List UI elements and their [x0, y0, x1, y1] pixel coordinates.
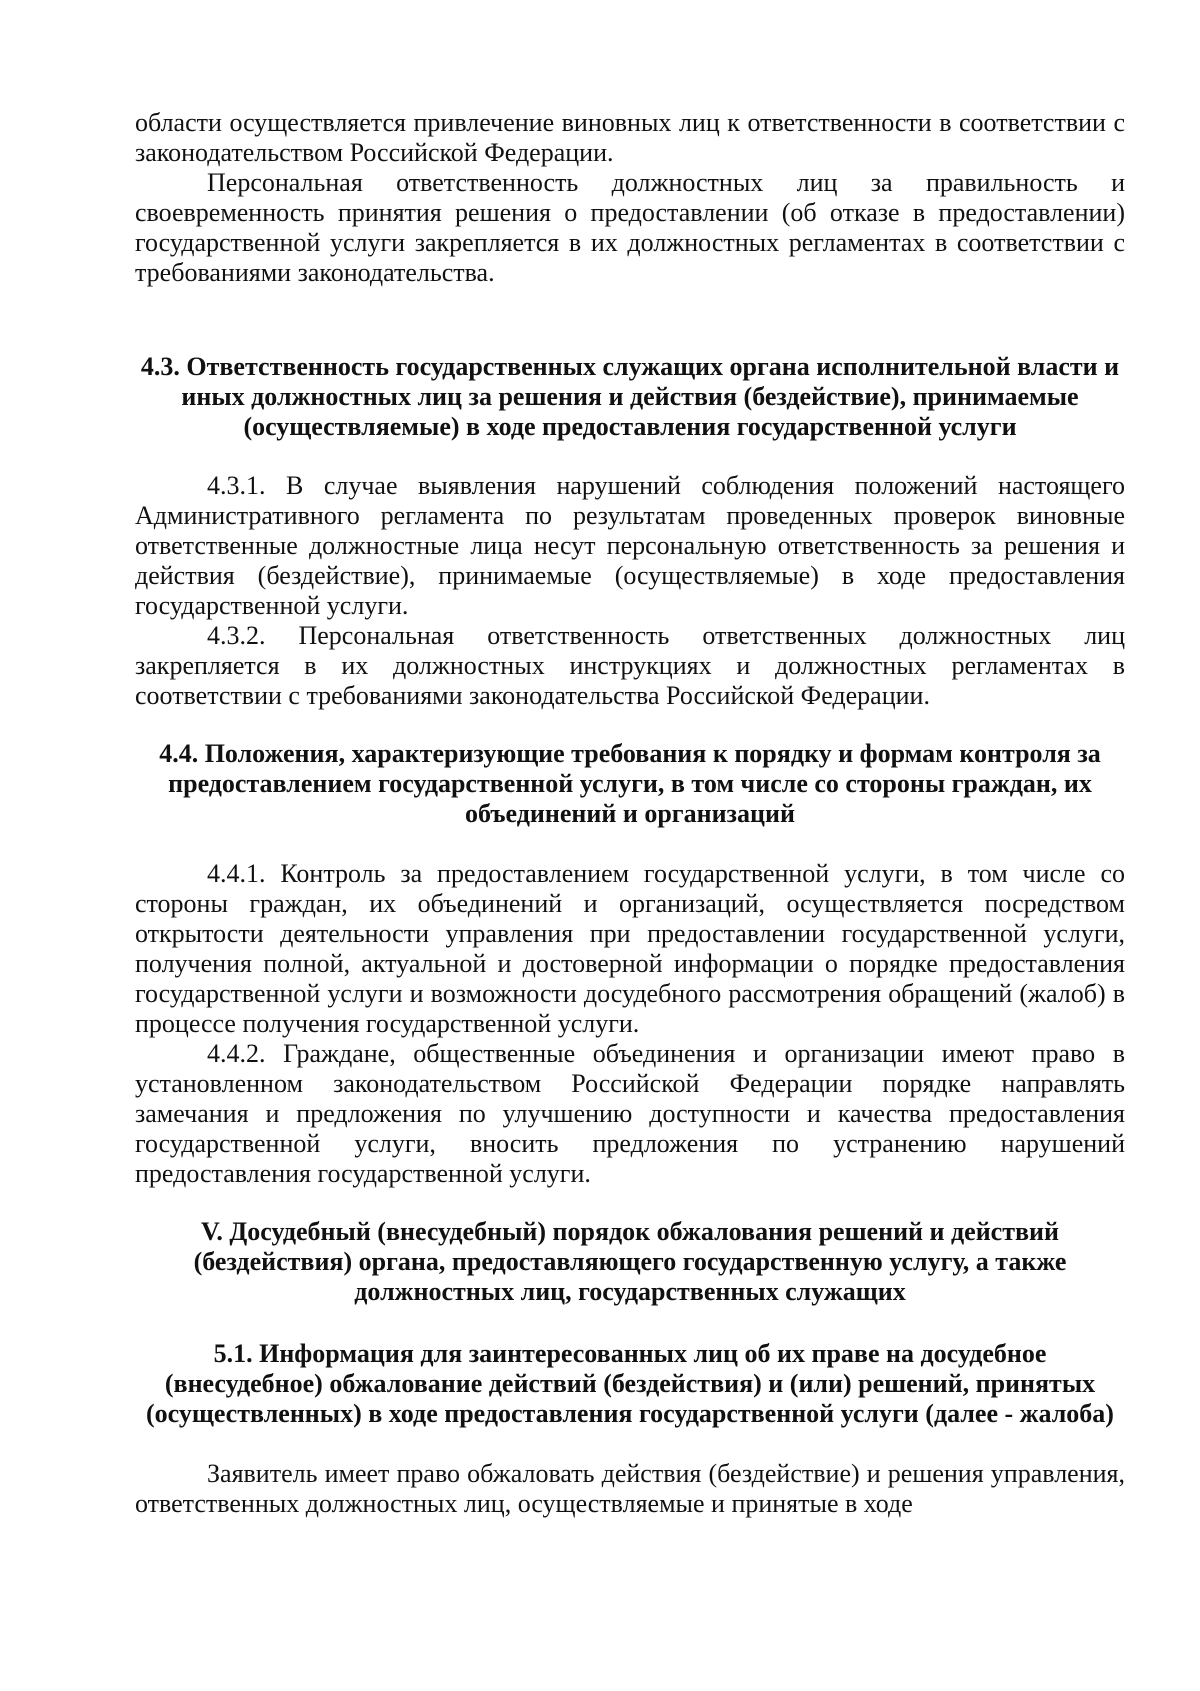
chapter-5-heading: V. Досудебный (внесудебный) порядок обжалования решений и действий (бездействия) органа, предоставляющего государственную услугу, а также должностных лиц, государственных служащих — [193, 1217, 1067, 1306]
section-4-3-heading: 4.3. Ответственность государственных служащих органа исполнительной власти и иных должностных лиц за решения и действия (бездействие), принимаемые (осуществляемые) в ходе предоставления государственной услуги — [140, 352, 1120, 441]
paragraph-4-4-1: 4.4.1. Контроль за предоставлением государственной услуги, в том числе со стороны граждан, их объединений и организаций, осуществляется посредством открытости деятельности управления при предоставлении государственной услуги, получения полной, актуальной и достоверной информации о порядке предоставления государственной услуги и возможности досудебного рассмотрения обращений (жалоб) в процессе получения государственной услуги. — [135, 859, 1125, 1038]
paragraph-intro-2: Персональная ответственность должностных лиц за правильность и своевременность принятия решения о предоставлении (об отказе в предоставлении) государственной услуги закрепляется в их должностных регламентах в соответствии с требованиями законодательства. — [135, 168, 1125, 287]
section-5-1-heading: 5.1. Информация для заинтересованных лиц об их праве на досудебное (внесудебное) обжалование действий (бездействия) и (или) решений, принятых (осуществленных) в ходе предоставления государственной услуги (далее - жалоба) — [146, 1339, 1114, 1428]
paragraph-intro-1: области осуществляется привлечение виновных лиц к ответственности в соответствии с законодательством Российской Федерации. — [135, 108, 1125, 167]
paragraph-5-1: Заявитель имеет право обжаловать действия (бездействие) и решения управления, ответственных должностных лиц, осуществляемые и принятые в ходе — [135, 1459, 1125, 1518]
paragraph-4-3-2: 4.3.2. Персональная ответственность ответственных должностных лиц закрепляется в их должностных инструкциях и должностных регламентах в соответствии с требованиями законодательства Российской Федерации. — [135, 621, 1125, 710]
section-4-4-heading: 4.4. Положения, характеризующие требования к порядку и формам контроля за предоставлением государственной услуги, в том числе со стороны граждан, их объединений и организаций — [159, 739, 1101, 828]
paragraph-4-3-1: 4.3.1. В случае выявления нарушений соблюдения положений настоящего Административного регламента по результатам проведенных проверок виновные ответственные должностные лица несут персональную ответственность за решения и действия (бездействие), принимаемые (осуществляемые) в ходе предоставления государственной услуги. — [135, 471, 1125, 620]
paragraph-4-4-2: 4.4.2. Граждане, общественные объединения и организации имеют право в установленном законодательством Российской Федерации порядке направлять замечания и предложения по улучшению доступности и качества предоставления государственной услуги, вносить предложения по устранению нарушений предоставления государственной услуги. — [135, 1039, 1125, 1188]
page-content — [135, 108, 1125, 1519]
